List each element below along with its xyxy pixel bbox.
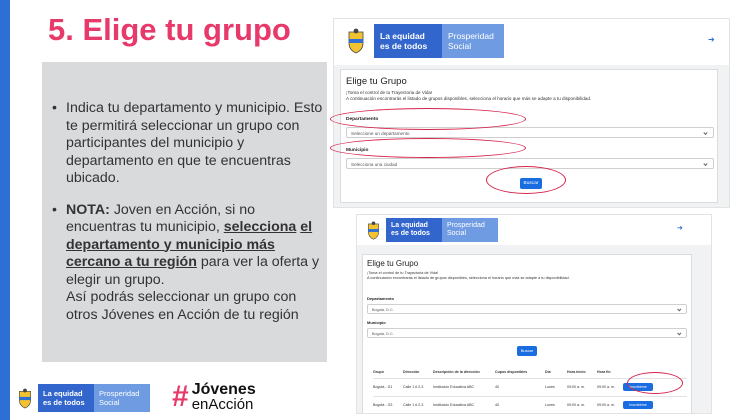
- jovenes-text: [192, 382, 256, 412]
- municipio-select-value: Bogotá, D.C.: [372, 332, 394, 336]
- chevron-down-icon: [677, 331, 681, 335]
- brand-line-3: Prosperidad: [447, 222, 485, 229]
- departamento-select-value: Seleccione un departamento: [351, 131, 410, 136]
- col-grupo[interactable]: Grupo: [373, 367, 403, 378]
- cell-action: [623, 396, 687, 414]
- municipio-select[interactable]: [367, 328, 687, 338]
- brand-logo: [338, 24, 504, 58]
- col-cupos[interactable]: Cupos disponibles: [495, 367, 545, 378]
- municipio-select-value: Selecciona una ciudad: [351, 162, 398, 167]
- cell-hora-inicio: 09:00 a. m.: [567, 396, 597, 414]
- brand-line-4: Social: [447, 230, 467, 237]
- cell-cupos: 40: [495, 396, 545, 414]
- jovenes-en-accion-logo: [172, 382, 256, 412]
- instructions-list: [48, 100, 323, 338]
- card-title: Elige tu Grupo: [367, 259, 419, 268]
- card-subtitle-1: ¡Toma el control de tu Trayectoria de Vida!: [367, 271, 439, 275]
- departamento-label: Departamento: [346, 117, 379, 122]
- card-subtitle-1: ¡Toma el control de tu Trayectoria de Vida!: [346, 90, 433, 95]
- colombia-shield-icon: [12, 384, 38, 412]
- card-subtitle-2: A continuación encontrarás el listado de grupos disponibles, selecciona el horario que más se adapte a tu disponibilidad.: [346, 96, 592, 101]
- brand-equidad: [374, 24, 442, 58]
- brand-equidad: [386, 218, 442, 242]
- brand-prosperidad: [442, 24, 504, 58]
- brand-line-3: Prosperidad: [99, 389, 140, 398]
- inscribirme-button[interactable]: Inscribirme: [623, 383, 653, 391]
- card-subtitle-2: A continuación encontrarás el listado de grupos disponibles, selecciona el horario que más se adapte a tu disponibilidad.: [367, 276, 570, 280]
- cell-dia: Lunes: [545, 378, 567, 396]
- slide-title: 5. Elige tu grupo: [48, 12, 291, 47]
- logout-icon[interactable]: ➜: [677, 225, 683, 232]
- chevron-down-icon: [677, 307, 681, 311]
- nota-label: NOTA:: [66, 201, 110, 218]
- nota-highlight-2: el departamento y municipio más cercano a tu región: [66, 219, 313, 270]
- jovenes-line-1: Jóvenes: [191, 381, 256, 398]
- jovenes-line-2: enAcción: [191, 396, 254, 413]
- bullet-1-text: Indica tu departamento y municipio. Esto te permitirá seleccionar un grupo con participantes del municipio y departamento en que te encuentras ubicado.: [66, 100, 323, 186]
- brand-logo: [360, 218, 498, 242]
- colombia-shield-icon: [338, 24, 374, 58]
- cell-grupo: Bogotá - G1: [373, 378, 403, 396]
- cell-cupos: 40: [495, 378, 545, 396]
- nota-highlight-1: selecciona: [223, 219, 297, 235]
- cell-dia: Lunes: [545, 396, 567, 414]
- col-dia[interactable]: Día: [545, 367, 567, 378]
- col-descripcion[interactable]: Descripción de la dirección: [433, 367, 495, 378]
- app-header: [334, 19, 729, 65]
- brand-line-2: es de todos: [43, 398, 85, 407]
- departamento-select[interactable]: [367, 304, 687, 314]
- chevron-down-icon: [703, 161, 707, 165]
- cell-descripcion: Institución Educativa ABC: [433, 396, 495, 414]
- brand-prosperidad: [94, 384, 150, 412]
- left-accent-bar: [0, 0, 10, 420]
- chevron-down-icon: [703, 130, 707, 134]
- bullet-nota: [48, 202, 323, 325]
- highlight-departamento: [330, 108, 526, 130]
- municipio-label: Municipio: [367, 320, 386, 325]
- col-hora-inicio[interactable]: Hora inicio: [567, 367, 597, 378]
- inscribirme-button[interactable]: Inscribirme: [623, 401, 653, 409]
- col-direccion[interactable]: Dirección: [403, 367, 433, 378]
- cell-grupo: Bogotá - G3: [373, 396, 403, 414]
- card-title: Elige tu Grupo: [346, 76, 407, 87]
- nota-text-3: Así podrás seleccionar un grupo con otros Jóvenes en Acción de tu región: [66, 289, 299, 323]
- bullet-departamento: [48, 100, 323, 188]
- highlight-inscribirme: [627, 372, 683, 394]
- app-header: [357, 215, 711, 245]
- cell-hora-fin: 09:00 a. m.: [597, 396, 623, 414]
- cell-direccion: Calle 1 # 2-3: [403, 396, 433, 414]
- footer-brand-logo: [12, 384, 150, 412]
- brand-line-4: Social: [99, 398, 120, 407]
- col-hora-fin[interactable]: Hora fin: [597, 367, 623, 378]
- brand-equidad: [38, 384, 94, 412]
- departamento-label: Departamento: [367, 296, 394, 301]
- municipio-label: Municipio: [346, 148, 369, 153]
- logout-icon[interactable]: ➜: [708, 35, 715, 44]
- brand-prosperidad: [442, 218, 498, 242]
- brand-line-1: La equidad: [380, 31, 425, 41]
- brand-line-4: Social: [448, 41, 472, 51]
- departamento-select-value: Bogotá, D.C.: [372, 308, 394, 312]
- nota-text-2: para ver la oferta y elegir un grupo.: [66, 254, 320, 288]
- buscar-button[interactable]: Buscar: [520, 178, 542, 189]
- highlight-municipio: [330, 138, 526, 158]
- brand-line-2: es de todos: [380, 41, 428, 51]
- brand-line-2: es de todos: [391, 230, 430, 237]
- cell-hora-inicio: 09:00 a. m.: [567, 378, 597, 396]
- brand-line-1: La equidad: [43, 389, 83, 398]
- nota-text-1: Joven en Acción, si no encuentras tu municipio,: [66, 201, 255, 235]
- table-row: [373, 396, 687, 414]
- colombia-shield-icon: [360, 218, 386, 242]
- brand-line-1: La equidad: [391, 222, 428, 229]
- highlight-buscar: [486, 166, 566, 194]
- brand-line-3: Prosperidad: [448, 31, 494, 41]
- cell-descripcion: Institución Educativa ABC: [433, 378, 495, 396]
- buscar-button[interactable]: Buscar: [517, 346, 537, 356]
- cell-hora-fin: 09:00 a. m.: [597, 378, 623, 396]
- cell-direccion: Calle 1 # 2-3: [403, 378, 433, 396]
- jovenes-hash: #: [172, 380, 189, 413]
